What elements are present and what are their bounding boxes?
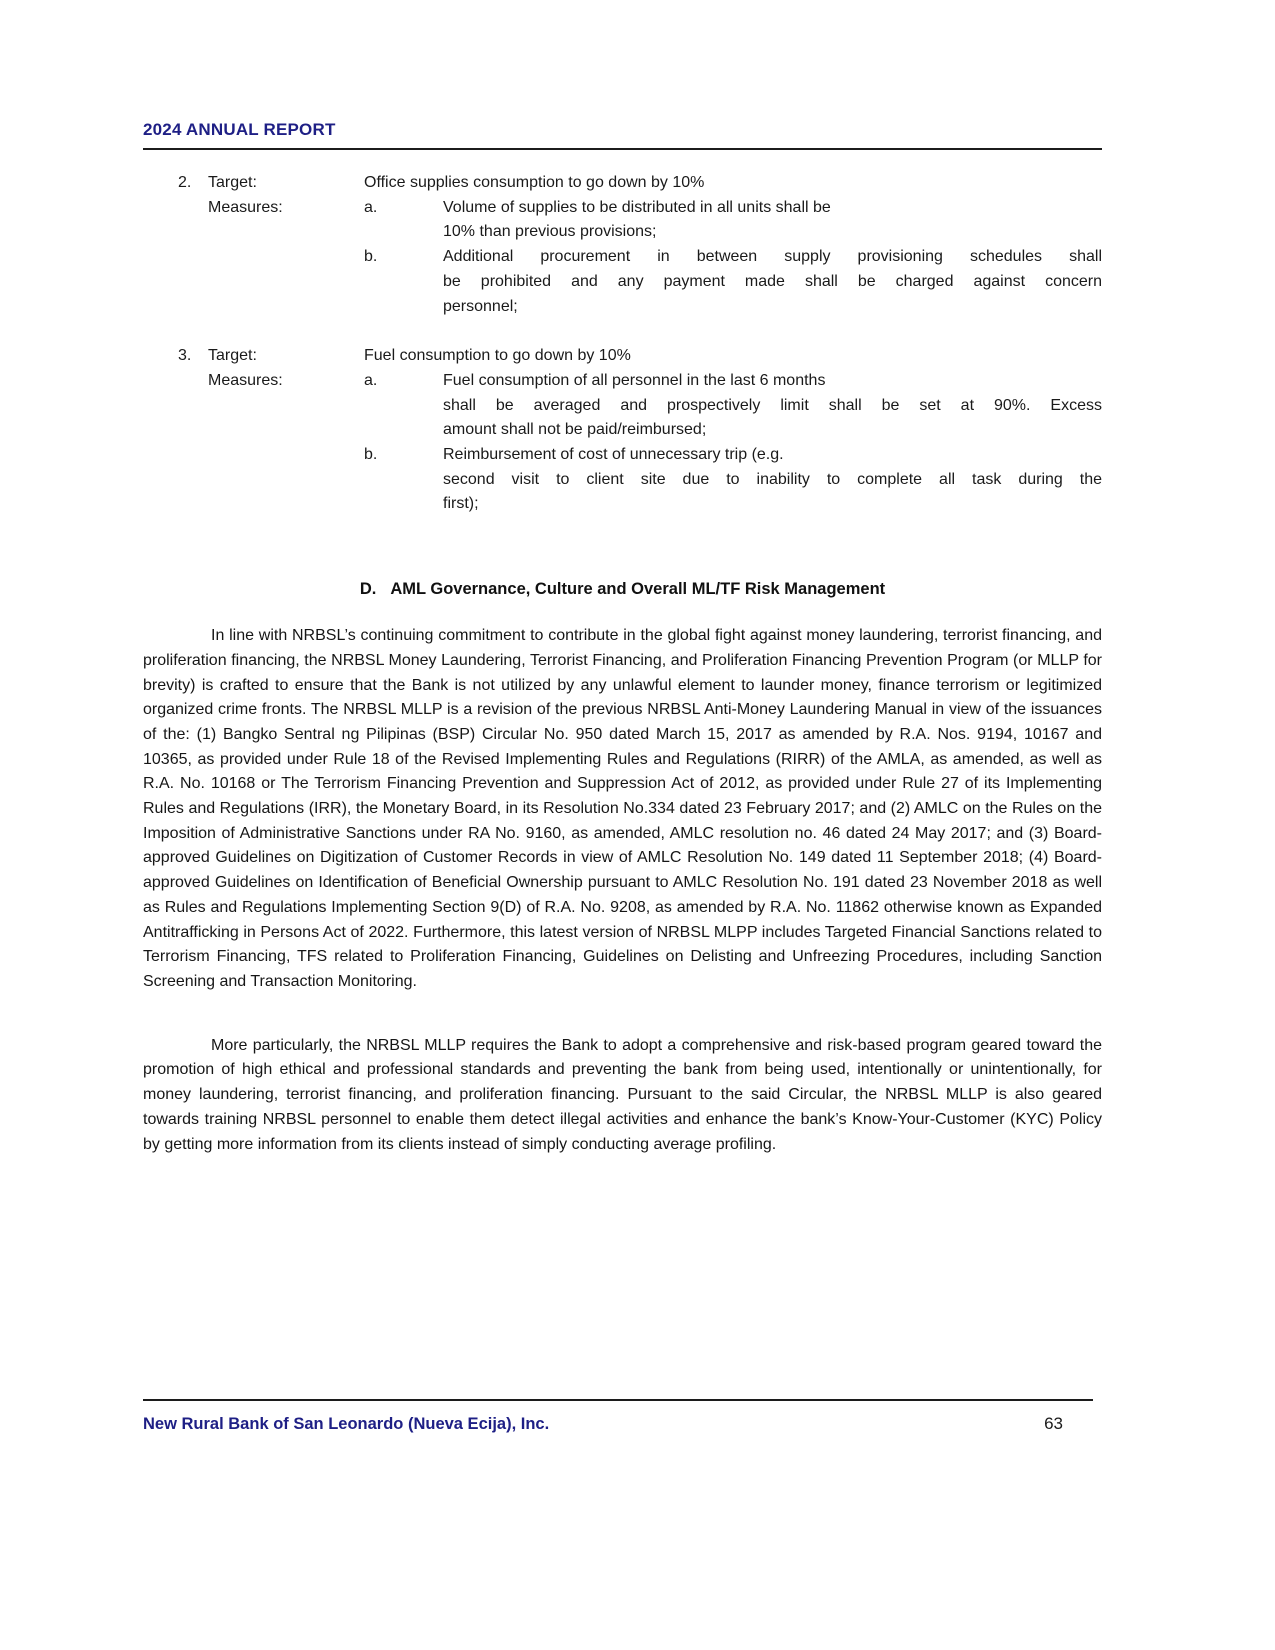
measures-row [143,196,1102,320]
measure-line: second visit to client site due to inability to complete all task during the [443,470,1102,488]
measures-label: Measures: [208,198,283,216]
measure-text [443,369,1102,443]
measure-lead: Fuel consumption of all personnel in the last 6 months [443,371,826,389]
report-header [143,119,1102,150]
measures-label: Measures: [208,371,283,389]
measure-letter: b. [364,248,378,266]
target-label: Target: [208,347,257,365]
target-label: Target: [208,174,257,191]
measure-line: first); [443,495,479,513]
measure-text [443,443,1102,517]
target-row [143,171,1102,196]
target-value: Fuel consumption to go down by 10% [364,347,631,365]
measure-line: Additional procurement in between supply provisioning schedules shall [443,248,1102,266]
footer-rule [143,1399,1093,1401]
measure-line: amount shall not be paid/reimbursed; [443,421,707,439]
footer-page-number: 63 [1044,1414,1063,1433]
header-rule [143,148,1102,150]
measure-line: 10% than previous provisions; [443,223,657,241]
section-heading-number: D. [359,580,377,599]
measure-item [143,443,1102,517]
measures-block [143,369,1102,517]
page-content [143,0,1102,1157]
measure-line: be prohibited and any payment made shall be charged against concern [443,272,1102,290]
target-item-3 [143,344,1102,517]
measure-letter: a. [364,371,378,389]
page-footer [143,1391,1093,1434]
report-title: 2024 ANNUAL REPORT [143,120,336,139]
measure-letter: a. [364,198,378,216]
target-item-2 [143,171,1102,319]
body-paragraph-1: In line with NRBSL’s continuing commitment to contribute in the global fight against money laundering, terrorist financing, and proliferation financing, the NRBSL Money Laundering, Terrorist Financing, and Proliferation Financing Prevention Program (or MLLP for brevity) is crafted to ensure that the Bank is not utilized by any unlawful element to launder money, finance terrorism or legitimized organized crime fronts. The NRBSL MLLP is a revision of the previous NRBSL Anti-Money Laundering Manual in view of the issuances of the: (1) Bangko Sentral ng Pilipinas (BSP) Circular No. 950 dated March 15, 2017 as amended by R.A. Nos. 9194, 10167 and 10365, as provided under Rule 18 of the Revised Implementing Rules and Regulations (RIRR) of the AMLA, as amended, as well as R.A. No. 10168 or The Terrorism Financing Prevention and Suppression Act of 2012, as provided under Rule 27 of its Implementing Rules and Regulations (IRR), the Monetary Board, in its Resolution No.334 dated 23 February 2017; and (2) AMLC on the Rules on the Imposition of Administrative Sanctions under RA No. 9160, as amended, AMLC resolution no. 46 dated 24 May 2017; and (3) Board-approved Guidelines on Digitization of Customer Records in view of AMLC Resolution No. 149 dated 11 September 2018; (4) Board-approved Guidelines on Identification of Beneficial Ownership pursuant to AMLC Resolution No. 191 dated 23 November 2018 as well as Rules and Regulations Implementing Section 9(D) of R.A. No. 9208, as amended by R.A. No. 11862 otherwise known as Expanded Antitrafficking in Persons Act of 2022. Furthermore, this latest version of NRBSL MLPP includes Targeted Financial Sanctions related to Terrorism Financing, TFS related to Proliferation Financing, Guidelines on Delisting and Unfreezing Procedures, including Sanction Screening and Transaction Monitoring. [143,627,1102,990]
item-number: 3. [178,347,192,365]
section-heading-title: AML Governance, Culture and Overall ML/TF Risk Management [390,580,886,599]
measure-item [143,245,1102,319]
section-heading [143,577,1102,602]
measure-text [443,245,1102,319]
footer-bank-name: New Rural Bank of San Leonardo (Nueva Ecija), Inc. [143,1415,550,1433]
measure-item [143,196,1102,245]
measure-line: personnel; [443,297,518,315]
measure-item [143,369,1102,443]
footer-row [143,1414,1093,1434]
item-number: 2. [178,174,192,191]
measures-block [143,196,1102,320]
targets-list [143,171,1102,517]
measure-lead: Volume of supplies to be distributed in all units shall be [443,198,831,216]
target-row [143,344,1102,369]
measure-lead: Reimbursement of cost of unnecessary trip (e.g. [443,446,784,464]
measure-line: shall be averaged and prospectively limit shall be set at 90%. Excess [443,396,1102,414]
body-paragraph-2: More particularly, the NRBSL MLLP requires the Bank to adopt a comprehensive and risk-based program geared toward the promotion of high ethical and professional standards and preventing the bank from being used, intentionally or unintentionally, for money laundering, terrorist financing, and proliferation financing. Pursuant to the said Circular, the NRBSL MLLP is also geared towards training NRBSL personnel to enable them detect illegal activities and enhance the bank’s Know-Your-Customer (KYC) Policy by getting more information from its clients instead of simply conducting average profiling. [143,1036,1102,1153]
measure-text [443,196,1102,245]
target-value: Office supplies consumption to go down by 10% [364,174,705,191]
measures-row [143,369,1102,517]
measure-letter: b. [364,446,378,464]
